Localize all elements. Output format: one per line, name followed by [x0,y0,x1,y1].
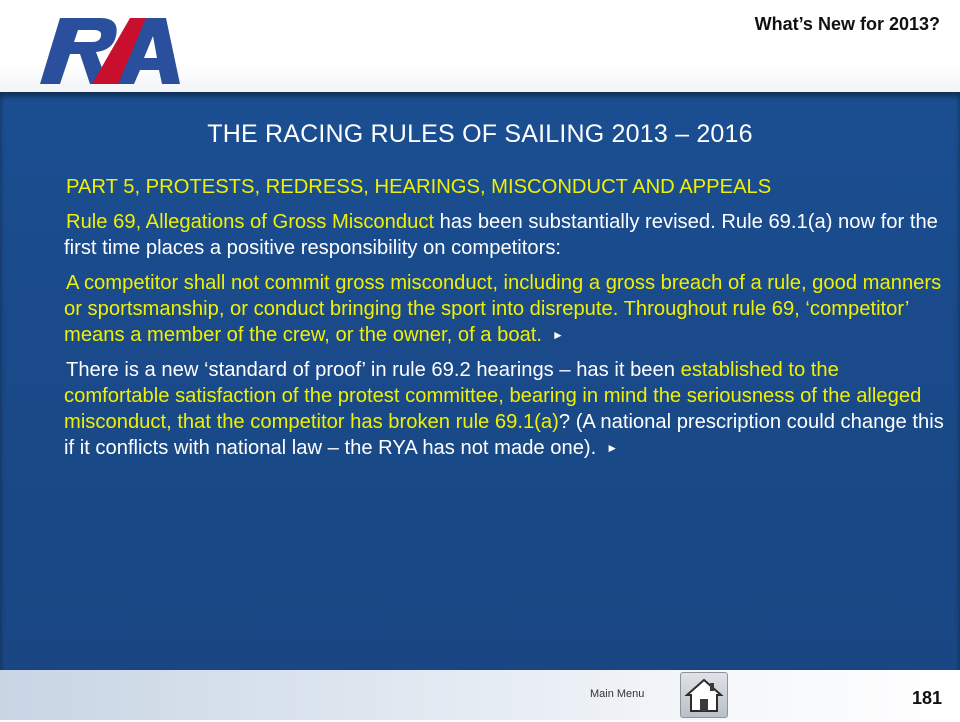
page-number: 181 [911,688,942,708]
arrow-icon[interactable]: ► [606,441,619,455]
standard-of-proof-test: established to the comfortable satisfaction of the protest committee, bearing in mind the seriousness of the alleged misconduct, that the competitor has broken rule 69.1(a) [64,359,922,433]
standard-of-proof-paragraph [64,357,944,461]
header [0,0,960,92]
main-menu-link[interactable]: Main Menu [590,688,645,700]
slide-title: THE RACING RULES OF SAILING 2013 – 2016 [207,120,753,148]
rule-69-title: Rule 69, Allegations of Gross Misconduct [66,211,435,233]
home-icon [681,673,727,717]
logo-text: RYA [30,12,32,13]
footer [0,670,960,720]
home-button[interactable] [680,672,728,718]
slide-content [64,174,944,470]
rya-logo [30,12,190,88]
arrow-icon[interactable]: ► [552,328,564,342]
part-heading: PART 5, PROTESTS, REDRESS, HEARINGS, MISCONDUCT AND APPEALS [66,176,772,198]
slide-body [0,92,960,670]
rule-69-paragraph [64,209,944,261]
rule-69-description: has been substantially revised. Rule 69.1(a) now for the first time places a positive responsibility on competitors: [64,211,938,259]
standard-of-proof-intro: There is a new ‘standard of proof’ in rule 69.2 hearings – has it been [66,359,675,381]
header-title: What’s New for 2013? [754,14,940,34]
rule-69-1a-text: A competitor shall not commit gross misconduct, including a gross breach of a rule, good manners or sportsmanship, or conduct bringing the sport into disrepute. Throughout rule 69, ‘competitor’ means a member of the crew, or the owner, of a boat. [64,272,942,346]
national-prescription-note: ? (A national prescription could change this if it conflicts with national law – the RYA has not made one). [64,411,944,459]
rule-69-1a-quote [64,270,944,348]
